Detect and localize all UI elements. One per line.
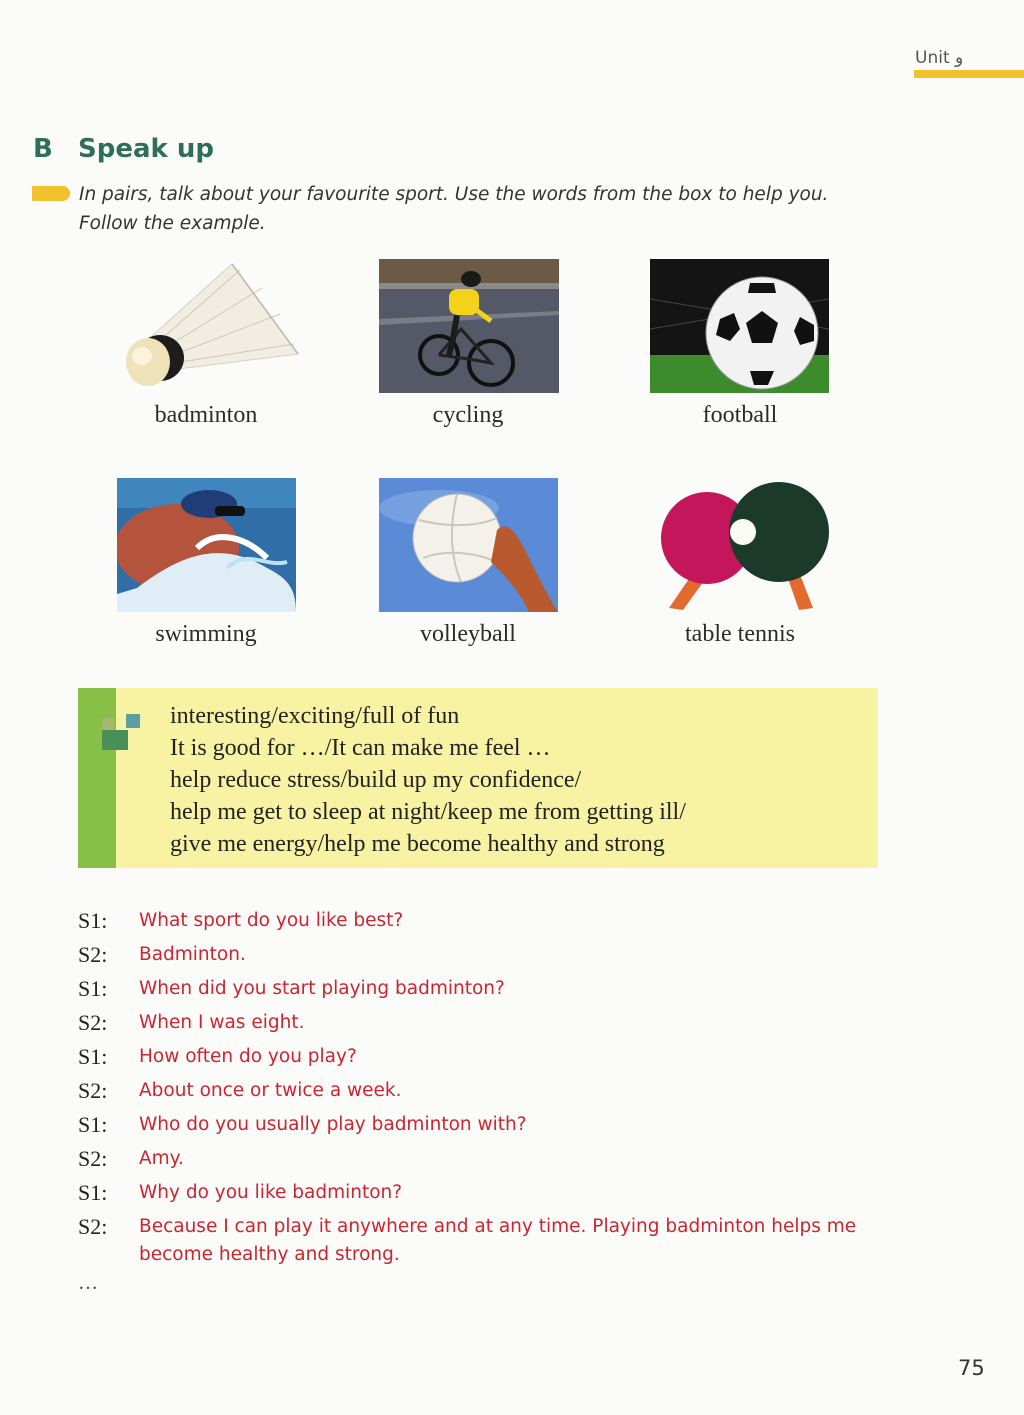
dialogue-ellipsis: …	[78, 1272, 98, 1294]
word-box-line: give me energy/help me become healthy and strong	[170, 831, 665, 857]
dialogue-line: What sport do you like best?	[139, 910, 404, 931]
instructions	[79, 180, 919, 238]
word-box-line: help reduce stress/build up my confidence/	[170, 767, 582, 793]
dialogue-line: About once or twice a week.	[139, 1080, 402, 1101]
dialogue-row	[78, 1210, 918, 1269]
unit-label: Unit و	[915, 48, 964, 68]
sport-label-volleyball: volleyball	[420, 621, 516, 647]
dialogue-line: Badminton.	[139, 944, 246, 965]
dialogue-speaker: S1:	[78, 1044, 108, 1069]
dialogue-line: Why do you like badminton?	[139, 1182, 403, 1203]
ping-pong-paddles-illustration	[655, 474, 833, 614]
example-dialogue	[78, 904, 918, 1269]
word-box-square-icon	[102, 718, 114, 730]
dialogue-line: When I was eight.	[139, 1012, 305, 1033]
dialogue-speaker: S1:	[78, 1180, 108, 1205]
cyclist-photo	[379, 259, 559, 393]
dialogue-row	[78, 1040, 918, 1074]
dialogue-line: When did you start playing badminton?	[139, 978, 505, 999]
soccer-ball-photo	[650, 259, 829, 393]
dialogue-line: Amy.	[139, 1148, 184, 1169]
instruction-marker	[32, 186, 70, 201]
sport-label-swimming: swimming	[155, 621, 257, 647]
dialogue-line: How often do you play?	[139, 1046, 357, 1067]
dialogue-speaker: S1:	[78, 908, 108, 933]
dialogue-line: Because I can play it anywhere and at any time. Playing badminton helps me become healthy and strong.	[139, 1216, 857, 1265]
dialogue-speaker: S2:	[78, 1146, 108, 1171]
shuttlecock-illustration	[112, 258, 300, 394]
dialogue-line: Who do you usually play badminton with?	[139, 1114, 527, 1135]
dialogue-speaker: S1:	[78, 976, 108, 1001]
word-box-square-icon	[126, 714, 140, 728]
dialogue-row	[78, 1006, 918, 1040]
word-box	[78, 688, 878, 868]
swimmer-photo	[117, 478, 296, 612]
sport-label-table-tennis: table tennis	[685, 621, 795, 647]
section-title: Speak up	[78, 134, 214, 164]
page-number: 75	[958, 1356, 985, 1380]
word-box-line: It is good for …/It can make me feel …	[170, 735, 551, 761]
volleyball-photo	[379, 478, 558, 612]
dialogue-row	[78, 1108, 918, 1142]
dialogue-speaker: S2:	[78, 1214, 108, 1239]
word-box-stripe	[78, 688, 116, 868]
dialogue-speaker: S2:	[78, 942, 108, 967]
sport-label-cycling: cycling	[432, 402, 504, 428]
section-letter: B	[33, 134, 53, 164]
dialogue-speaker: S2:	[78, 1010, 108, 1035]
word-box-line: interesting/exciting/full of fun	[170, 703, 460, 729]
word-box-text	[170, 700, 870, 860]
sport-label-football: football	[702, 402, 778, 428]
sport-label-badminton: badminton	[154, 402, 258, 428]
dialogue-speaker: S2:	[78, 1078, 108, 1103]
dialogue-row	[78, 1074, 918, 1108]
dialogue-row	[78, 972, 918, 1006]
dialogue-speaker: S1:	[78, 1112, 108, 1137]
instructions-line-1: In pairs, talk about your favourite sport. Use the words from the box to help you.	[79, 184, 829, 205]
word-box-square-icon	[102, 730, 128, 750]
unit-header-bar	[914, 70, 1024, 78]
instructions-line-2: Follow the example.	[79, 213, 266, 234]
dialogue-row	[78, 904, 918, 938]
dialogue-row	[78, 938, 918, 972]
dialogue-row	[78, 1176, 918, 1210]
dialogue-row	[78, 1142, 918, 1176]
word-box-line: help me get to sleep at night/keep me from getting ill/	[170, 799, 686, 825]
